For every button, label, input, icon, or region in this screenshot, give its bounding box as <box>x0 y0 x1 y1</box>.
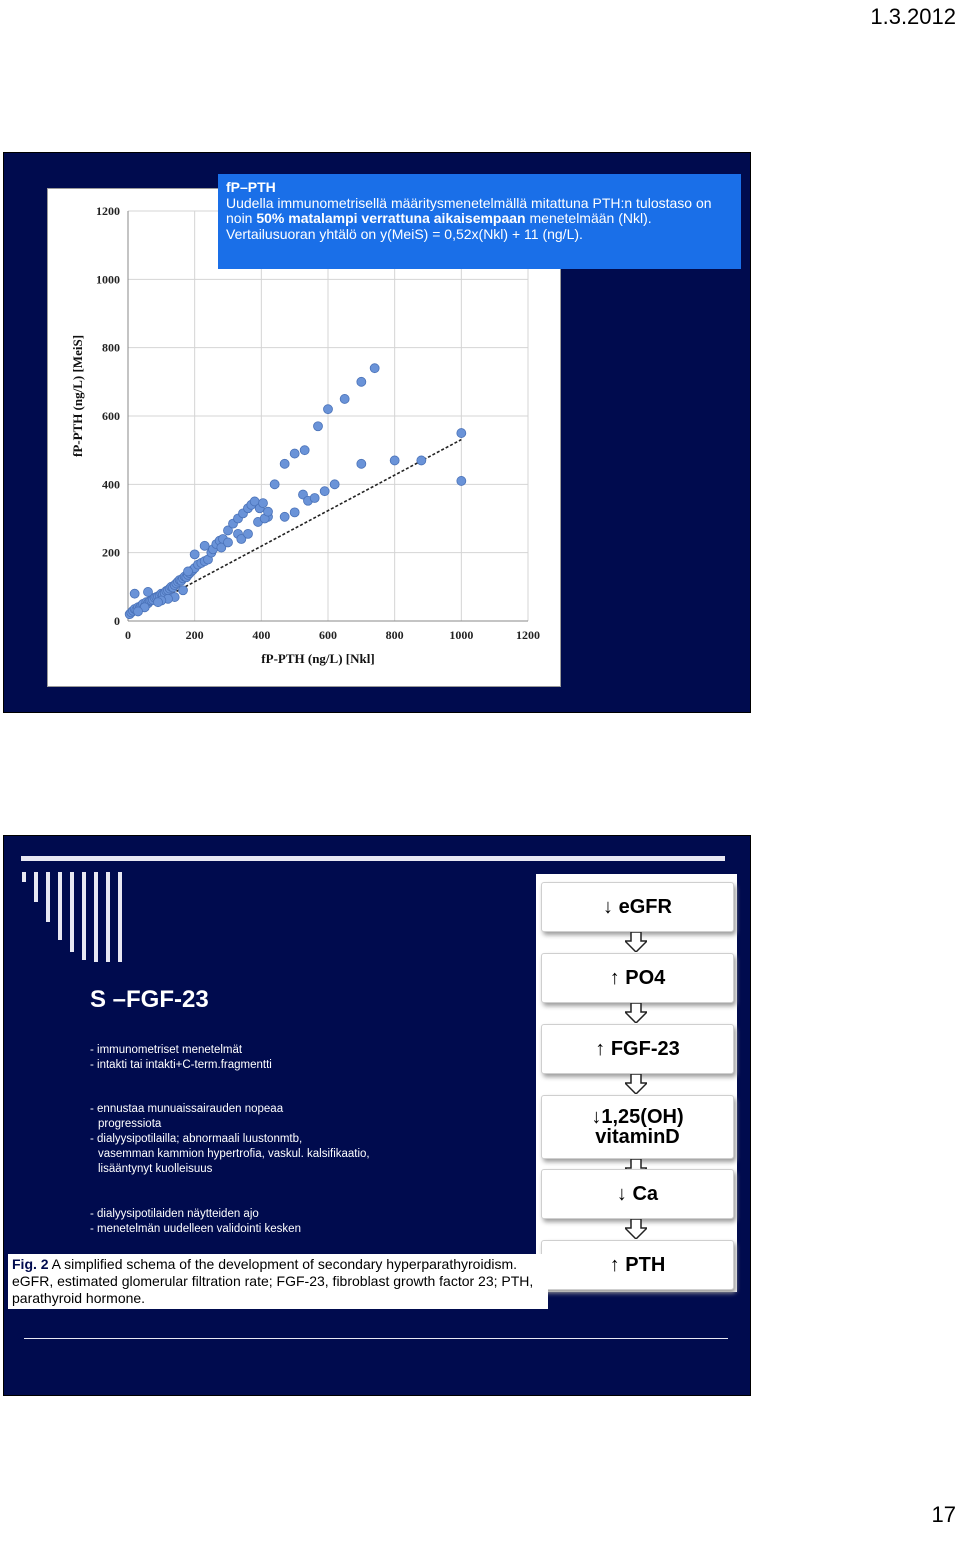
flow-arrow-icon <box>625 1219 647 1239</box>
bullet-text: vasemman kammion hypertrofia, vaskul. kalsifikaatio, <box>98 1148 370 1160</box>
bottom-divider <box>24 1338 728 1339</box>
callout-line2-bold: 50% matalampi verrattuna aikaisempaan <box>256 210 526 226</box>
x-tick-label: 0 <box>125 628 131 642</box>
y-tick-label: 600 <box>102 409 120 423</box>
down-arrow-icon: ↓ <box>616 1183 627 1205</box>
y-axis-label: fP-PTH (ng/L) [MeiS] <box>70 334 85 458</box>
data-point <box>190 550 199 559</box>
data-point <box>370 364 379 373</box>
data-point <box>270 480 279 489</box>
data-point <box>357 459 366 468</box>
bullet-group-3 <box>90 1207 301 1237</box>
x-tick-label: 1000 <box>449 628 474 642</box>
data-point <box>390 456 399 465</box>
flow-label: eGFR <box>618 896 672 918</box>
flow-label: 1,25(OH) <box>601 1106 684 1128</box>
callout-line1: Uudella immunometrisellä määritysmenetelmällä mitattuna PTH:n tulostaso on <box>226 194 712 211</box>
data-point <box>184 567 193 576</box>
y-tick-label: 1200 <box>96 204 120 218</box>
data-point <box>417 456 426 465</box>
bullet-text: lisääntynyt kuolleisuus <box>98 1163 213 1175</box>
data-point <box>144 587 153 596</box>
data-point <box>314 422 323 431</box>
bullet-group-2 <box>90 1102 370 1177</box>
data-point <box>179 586 188 595</box>
flow-label: PTH <box>625 1254 666 1276</box>
flow-arrow-icon <box>625 1074 647 1094</box>
data-point <box>310 494 319 503</box>
data-point <box>130 589 139 598</box>
data-point <box>280 459 289 468</box>
data-point <box>244 529 253 538</box>
bullet-text: progressiota <box>98 1118 162 1130</box>
flow-arrow-icon <box>625 932 647 952</box>
x-axis-label: fP-PTH (ng/L) [Nkl] <box>261 651 375 666</box>
slide-fgf23 <box>3 835 751 1396</box>
flow-box-egfr <box>541 882 734 932</box>
x-tick-label: 800 <box>385 628 404 642</box>
bullet-text: - immunometriset menetelmät <box>90 1044 243 1056</box>
date-header: 1.3.2012 <box>870 4 956 29</box>
data-point <box>264 507 273 516</box>
data-point <box>134 607 143 616</box>
flow-box-fgf23 <box>541 1024 734 1074</box>
flow-label: FGF-23 <box>610 1038 680 1060</box>
page-number: 17 <box>931 1502 956 1527</box>
data-point <box>457 476 466 485</box>
y-tick-label: 200 <box>102 545 120 560</box>
caption-text: A simplified schema of the development of secondary hyperparathyroidism. eGFR, estimated glomerular filtration rate; FGF-23, fibroblast growth factor 23; PTH, parathyroid hormone. <box>12 1256 534 1306</box>
top-divider <box>21 856 725 861</box>
callout-line2 <box>226 211 733 227</box>
bullet-text: - intakti tai intakti+C-term.fragmentti <box>90 1059 272 1071</box>
decorative-bars <box>22 872 152 962</box>
y-tick-label: 400 <box>102 477 120 492</box>
x-tick-label: 200 <box>185 628 204 642</box>
callout-title: fP–PTH <box>226 179 276 195</box>
flow-label: vitaminD <box>595 1126 680 1148</box>
bullet-text: - menetelmän uudelleen validointi kesken <box>90 1223 301 1235</box>
data-point <box>357 377 366 386</box>
slide-pth-comparison <box>3 152 751 713</box>
flow-box-pth <box>541 1240 734 1290</box>
figure-caption <box>8 1254 548 1309</box>
y-tick-label: 0 <box>114 614 120 628</box>
flow-box-vitamind <box>541 1095 734 1159</box>
up-arrow-icon: ↑ <box>595 1038 606 1060</box>
data-point <box>290 449 299 458</box>
flow-box-ca <box>541 1169 734 1219</box>
bullet-text: - dialyysipotilailla; abnormaali luustonmtb, <box>90 1133 303 1145</box>
figure-label: Fig. 2 <box>12 1256 49 1272</box>
data-point <box>300 446 309 455</box>
flow-arrow-icon <box>625 1003 647 1023</box>
data-point <box>457 429 466 438</box>
y-tick-label: 1000 <box>96 272 120 287</box>
data-point <box>340 394 349 403</box>
up-arrow-icon: ↑ <box>609 967 620 989</box>
y-tick-label: 800 <box>102 340 120 355</box>
data-point <box>324 405 333 414</box>
down-arrow-icon: ↓ <box>591 1106 602 1128</box>
x-tick-label: 1200 <box>516 628 540 642</box>
data-point <box>330 480 339 489</box>
flow-label: PO4 <box>625 967 666 989</box>
data-point <box>200 541 209 550</box>
data-point <box>154 598 163 607</box>
callout-line2-post: menetelmään (Nkl). <box>525 210 652 226</box>
bullet-group-1 <box>90 1043 272 1073</box>
bullet-text: - ennustaa munuaissairauden nopeaa <box>90 1103 284 1115</box>
down-arrow-icon: ↓ <box>603 896 614 918</box>
data-point <box>290 508 299 517</box>
up-arrow-icon: ↑ <box>609 1254 620 1276</box>
flow-label: Ca <box>632 1183 659 1205</box>
flow-box-po4 <box>541 953 734 1003</box>
flow-diagram <box>536 874 737 1292</box>
trendline <box>128 440 461 618</box>
data-point <box>224 538 233 547</box>
callout-line2-pre: noin <box>226 210 257 226</box>
x-tick-label: 400 <box>252 628 271 642</box>
callout-box <box>218 174 741 269</box>
data-point <box>320 487 329 496</box>
slide-title: S –FGF-23 <box>90 986 209 1013</box>
data-point <box>280 512 289 521</box>
bullet-text: - dialyysipotilaiden näytteiden ajo <box>90 1208 259 1220</box>
x-tick-label: 600 <box>319 628 337 642</box>
data-point <box>259 499 268 508</box>
callout-line3: Vertailusuoran yhtälö on y(MeiS) = 0,52x(Nkl) + 11 (ng/L). <box>226 225 583 242</box>
